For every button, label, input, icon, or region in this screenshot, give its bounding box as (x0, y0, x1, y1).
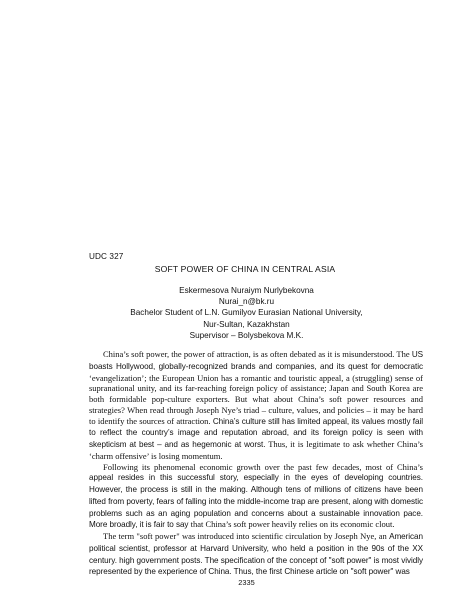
text-run: Thus, it is legitimate to ask whether China’s ‘charm offensive’ is losing momentum. (89, 439, 423, 461)
text-run: China’s culture still has limited appeal, its values mostly fail to reflect the country’s image and reputation abroad, and its foreign policy is seen with skepticism at best – and as hegemonic at worst. (89, 416, 423, 449)
text-run: that China’s soft power heavily relies on its economic clout. (188, 519, 395, 530)
author-name: Eskermesova Nuraiym Nurlybekovna (179, 286, 314, 295)
text-run: The term "soft power" was introduced into scientific circulation by Joseph Nye, an (103, 531, 390, 541)
author-supervisor: Supervisor – Bolysbekova M.K. (189, 330, 304, 340)
author-affiliation: Bachelor Student of L.N. Gumilyov Eurasian National University, (130, 308, 363, 318)
author-email[interactable]: Nurai_n@bk.ru (218, 297, 275, 307)
text-run: American political scientist, professor at Harvard University, who held a position in the 90s of the XX century. high government posts. The specification of the concept of "soft power" is most vividly represented by the experience of China. Thus, the first Chinese article on "soft power" was (89, 532, 423, 577)
article-body (89, 349, 423, 578)
text-run: ‘evangelization’; the European Union has a romantic and touristic appeal, a (struggling) sense of supranational unity, and its far-reaching foreign policy of assistance; Japan and South Korea are both formidable pop-culture exporters. But what about China’s soft power resources and strategies? When read through Joseph Nye’s triad – culture, values, and policies – it may be hard to identify the sources of attraction. (89, 372, 423, 426)
author-block (0, 285, 463, 341)
page-number: 2335 (238, 578, 255, 587)
text-run: China’s soft power, the power of attraction, is as often debated as it is misunderstood. The (103, 349, 412, 359)
text-run: appeal resides in this successful story, especially in the eyes of developing countries. However, the process is still in the making. Although tens of millions of citizens have been lifted from poverty, fears of falling into the middle-income trap are present, along with domestic problems such as an aging population and concerns about a sustainable innovation pace. More broadly, it is fair to say (89, 473, 423, 530)
article-title: SOFT POWER OF CHINA IN CENTRAL ASIA (154, 264, 336, 274)
body-paragraph (89, 462, 423, 532)
author-location: Nur-Sultan, Kazakhstan (203, 319, 290, 329)
text-run: US boasts Hollywood, globally-recognized brands and companies, and its quest for democratic (89, 350, 423, 371)
udc-code: UDC 327 (89, 252, 124, 261)
text-run: Following its phenomenal economic growth over the past few decades, most of China’s (103, 461, 423, 472)
body-paragraph (89, 349, 423, 462)
body-paragraph (89, 531, 423, 578)
